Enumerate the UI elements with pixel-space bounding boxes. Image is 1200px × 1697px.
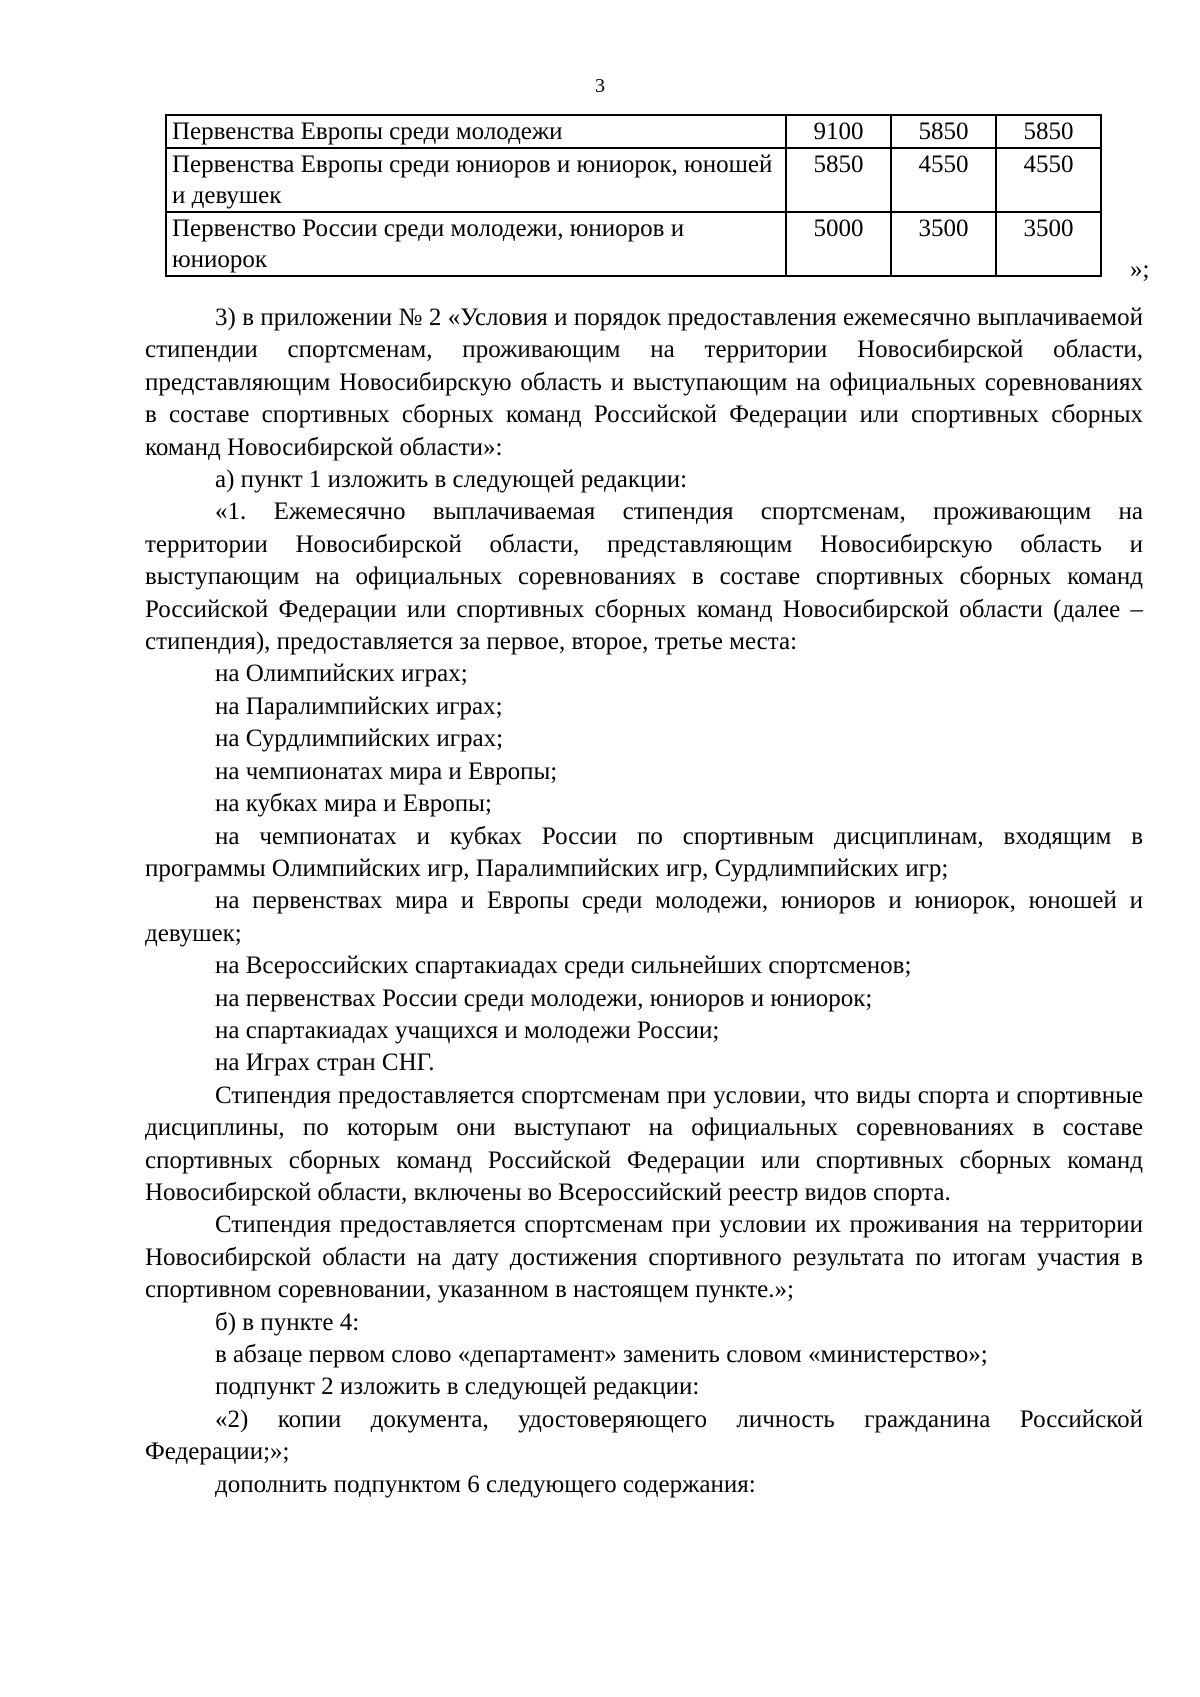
paragraph: в абзаце первом слово «департамент» заменить словом «министерство»; [215, 1341, 988, 1368]
page-number: 3 [595, 75, 605, 97]
table-row [166, 148, 1101, 212]
table-cell-value: 5850 [996, 115, 1101, 148]
paragraph: на чемпионатах и кубках России по спортивным дисциплинам, входящим в программы Олимпийских игр, Паралимпийских игр, Сурдлимпийских игр; [145, 822, 1143, 882]
table-cell-value: 5850 [891, 115, 996, 148]
paragraph: Стипендия предоставляется спортсменам при условии, что виды спорта и спортивные дисциплины, по которым они выступают на официальных соревнованиях в составе спортивных сборных команд Российской Федерации или спортивных сборных команд Новосибирской области, включены во Всероссийский реестр видов спорта. [145, 1081, 1143, 1206]
paragraph: на первенствах России среди молодежи, юниоров и юниорок; [215, 984, 873, 1012]
paragraph: на чемпионатах мира и Европы; [215, 757, 558, 785]
table-cell-name: Первенства Европы среди молодежи [166, 115, 786, 148]
stipend-table [165, 114, 1102, 277]
paragraph: Стипендия предоставляется спортсменам при условии их проживания на территории Новосибирской области на дату достижения спортивного результата по итогам участия в спортивном соревновании, указанном в настоящем пункте.»; [145, 1211, 1143, 1304]
paragraph: б) в пункте 4: [215, 1308, 360, 1336]
paragraph: на Играх стран СНГ. [215, 1049, 435, 1077]
table-cell-name: Первенство России среди молодежи, юниоров и юниорок [166, 212, 786, 276]
table-closing-quote: »; [1130, 256, 1150, 283]
paragraph: на Олимпийских играх; [215, 660, 468, 688]
paragraph: «1. Ежемесячно выплачиваемая стипендия спортсменам, проживающим на территории Новосибирской области, представляющим Новосибирскую область и выступающим на официальных соревнованиях в составе спортивных сборных команд Российской Федерации или спортивных сборных команд Новосибирской области (далее – стипендия), предоставляется за первое, второе, третье места: [145, 498, 1143, 656]
paragraph: на Паралимпийских играх; [215, 692, 503, 720]
paragraph: а) пункт 1 изложить в следующей редакции: [215, 466, 688, 494]
table-cell-value: 4550 [891, 148, 996, 212]
table-row [166, 115, 1101, 148]
document-body [145, 302, 1143, 1501]
table-cell-value: 3500 [996, 212, 1101, 276]
table-cell-value: 5000 [786, 212, 891, 276]
table-cell-value: 3500 [891, 212, 996, 276]
paragraph: на первенствах мира и Европы среди молодежи, юниоров и юниорок, юношей и девушек; [145, 887, 1143, 947]
table-row [166, 212, 1101, 276]
paragraph: на кубках мира и Европы; [215, 790, 492, 818]
table-cell-name: Первенства Европы среди юниоров и юниорок, юношей и девушек [166, 148, 786, 212]
paragraph: «2) копии документа, удостоверяющего личность гражданина Российской Федерации;»; [145, 1405, 1143, 1466]
paragraph: на Сурдлимпийских играх; [215, 725, 504, 753]
table-cell-value: 5850 [786, 148, 891, 212]
table-cell-value: 9100 [786, 115, 891, 148]
table-cell-value: 4550 [996, 148, 1101, 212]
paragraph: на спартакиадах учащихся и молодежи России; [215, 1016, 720, 1044]
paragraph: 3) в приложении № 2 «Условия и порядок предоставления ежемесячно выплачиваемой стипендии спортсменам, проживающим на территории Новосибирской области, представляющим Новосибирскую область и выступающим на официальных соревнованиях в составе спортивных сборных команд Российской Федерации или спортивных сборных команд Новосибирской области»: [145, 304, 1143, 461]
paragraph: дополнить подпунктом 6 следующего содержания: [215, 1470, 756, 1498]
paragraph: подпункт 2 изложить в следующей редакции: [215, 1373, 700, 1401]
paragraph: на Всероссийских спартакиадах среди сильнейших спортсменов; [215, 952, 912, 980]
